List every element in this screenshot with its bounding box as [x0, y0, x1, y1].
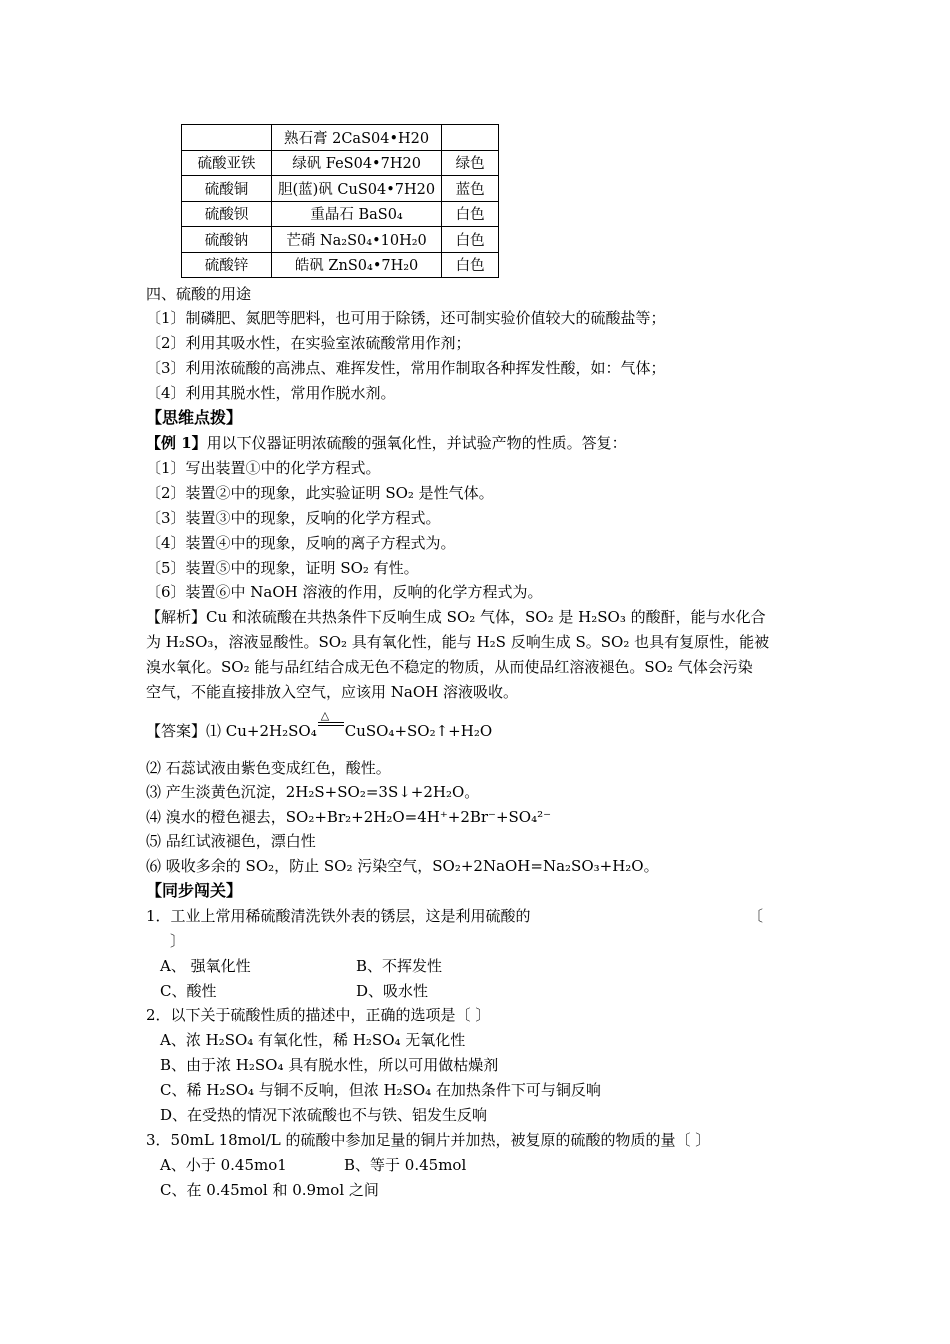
- analysis-line: 溴水氧化。SO₂ 能与品红结合成无色不稳定的物质，从而使品红溶液褪色。SO₂ 气体会污染: [146, 658, 753, 676]
- use-item: 〔4〕利用其脱水性，常用作脱水剂。: [146, 384, 396, 402]
- answer-item: ⑸ 品红试液褪色，漂白性: [146, 832, 316, 850]
- cell-name: [182, 125, 272, 151]
- cell-color: [442, 125, 499, 151]
- q1-open-bracket: 〔: [748, 907, 764, 925]
- question-1: 1．工业上常用稀硫酸清洗铁外表的锈层，这是利用硫酸的: [146, 907, 531, 925]
- q1-option-b: B、不挥发性: [356, 957, 443, 975]
- cell-name: 硫酸钠: [182, 227, 272, 253]
- q1-option-a: A、 强氧化性: [160, 957, 251, 975]
- thinking-heading: 【思维点拨】: [146, 408, 243, 427]
- cell-name: 硫酸铜: [182, 176, 272, 202]
- table-row: [182, 176, 499, 202]
- answer-item: ⑵ 石蕊试液由紫色变成红色，酸性。: [146, 759, 391, 777]
- analysis-line: 【解析】Cu 和浓硫酸在共热条件下反响生成 SO₂ 气体，SO₂ 是 H₂SO₃ 的酸酐，能与水化合: [146, 608, 766, 626]
- question-item: 〔6〕装置⑥中 NaOH 溶液的作用，反响的化学方程式为。: [146, 583, 543, 601]
- answer-equation: [146, 709, 493, 741]
- q1-close-bracket: 〕: [170, 932, 186, 950]
- table-row: [182, 252, 499, 278]
- analysis-line: 空气，不能直接排放入空气，应该用 NaOH 溶液吸收。: [146, 683, 518, 701]
- question-item: 〔3〕装置③中的现象，反响的化学方程式。: [146, 509, 441, 527]
- q1-option-c: C、酸性: [160, 982, 217, 1000]
- cell-mineral: 皓矾 ZnS0₄•7H₂0: [272, 252, 442, 278]
- question-item: 〔2〕装置②中的现象，此实验证明 SO₂ 是性气体。: [146, 484, 494, 502]
- cell-mineral: 熟石膏 2CaS04•H20: [272, 125, 442, 151]
- question-item: 〔4〕装置④中的现象，反响的离子方程式为。: [146, 534, 456, 552]
- cell-name: 硫酸亚铁: [182, 150, 272, 176]
- answer-item: ⑶ 产生淡黄色沉淀，2H₂S+SO₂=3S↓+2H₂O。: [146, 783, 480, 801]
- cell-mineral: 重晶石 BaS0₄: [272, 201, 442, 227]
- q2-option: A、浓 H₂SO₄ 有氧化性，稀 H₂SO₄ 无氧化性: [160, 1031, 466, 1049]
- table-row: [182, 227, 499, 253]
- cell-name: 硫酸锌: [182, 252, 272, 278]
- question-2: 2．以下关于硫酸性质的描述中，正确的选项是〔 〕: [146, 1006, 491, 1024]
- table-row: [182, 201, 499, 227]
- uses-heading: 四、硫酸的用途: [146, 285, 252, 303]
- q1-option-d: D、吸水性: [356, 982, 429, 1000]
- example-text: 用以下仪器证明浓硫酸的强氧化性，并试验产物的性质。答复：: [206, 434, 627, 452]
- example-label: 【例 1】: [146, 434, 207, 452]
- cell-color: 白色: [442, 252, 499, 278]
- q2-option: C、稀 H₂SO₄ 与铜不反响，但浓 H₂SO₄ 在加热条件下可与铜反响: [160, 1081, 601, 1099]
- q2-option: D、在受热的情况下浓硫酸也不与铁、铝发生反响: [160, 1106, 488, 1124]
- cell-color: 白色: [442, 201, 499, 227]
- heat-condition: [317, 709, 345, 741]
- q3-option-c: C、在 0.45mol 和 0.9mol 之间: [160, 1181, 379, 1199]
- cell-name: 硫酸钡: [182, 201, 272, 227]
- cell-mineral: 绿矾 FeS04•7H20: [272, 150, 442, 176]
- q3-option-a: A、小于 0.45mo1: [160, 1156, 287, 1174]
- sulfate-table: [181, 124, 499, 278]
- answer-item: ⑹ 吸收多余的 SO₂，防止 SO₂ 污染空气，SO₂+2NaOH=Na₂SO₃+H₂O。: [146, 857, 659, 875]
- question-item: 〔1〕写出装置①中的化学方程式。: [146, 459, 381, 477]
- equation-right: CuSO₄+SO₂↑+H₂O: [344, 722, 493, 740]
- delta-symbol: △: [320, 709, 330, 722]
- cell-mineral: 芒硝 Na₂S0₄•10H₂0: [272, 227, 442, 253]
- answer-label: 【答案】: [146, 722, 207, 740]
- cell-color: 白色: [442, 227, 499, 253]
- q2-option: B、由于浓 H₂SO₄ 具有脱水性，所以可用做枯燥剂: [160, 1056, 499, 1074]
- example-line: [146, 433, 627, 453]
- q3-option-b: B、等于 0.45mol: [344, 1156, 467, 1174]
- cell-color: 蓝色: [442, 176, 499, 202]
- equation-left: ⑴ Cu+2H₂SO₄: [206, 722, 317, 740]
- answer-item: ⑷ 溴水的橙色褪去，SO₂+Br₂+2H₂O=4H⁺+2Br⁻+SO₄²⁻: [146, 808, 552, 826]
- question-item: 〔5〕装置⑤中的现象，证明 SO₂ 有性。: [146, 559, 419, 577]
- practice-heading: 【同步闯关】: [146, 881, 243, 900]
- question-3: 3．50mL 18mol/L 的硫酸中参加足量的铜片并加热，被复原的硫酸的物质的量〔 〕: [146, 1131, 711, 1149]
- use-item: 〔3〕利用浓硫酸的高沸点、难挥发性，常用作制取各种挥发性酸，如：气体；: [146, 359, 666, 377]
- cell-color: 绿色: [442, 150, 499, 176]
- use-item: 〔1〕制磷肥、氮肥等肥料，也可用于除锈，还可制实验价值较大的硫酸盐等；: [146, 309, 666, 327]
- cell-mineral: 胆(蓝)矾 CuS04•7H20: [272, 176, 442, 202]
- use-item: 〔2〕利用其吸水性，在实验室浓硫酸常用作剂；: [146, 334, 471, 352]
- table-row: [182, 150, 499, 176]
- analysis-line: 为 H₂SO₃，溶液显酸性。SO₂ 具有氧化性，能与 H₂S 反响生成 S。SO₂ 也具有复原性，能被: [146, 633, 770, 651]
- table-row: [182, 125, 499, 151]
